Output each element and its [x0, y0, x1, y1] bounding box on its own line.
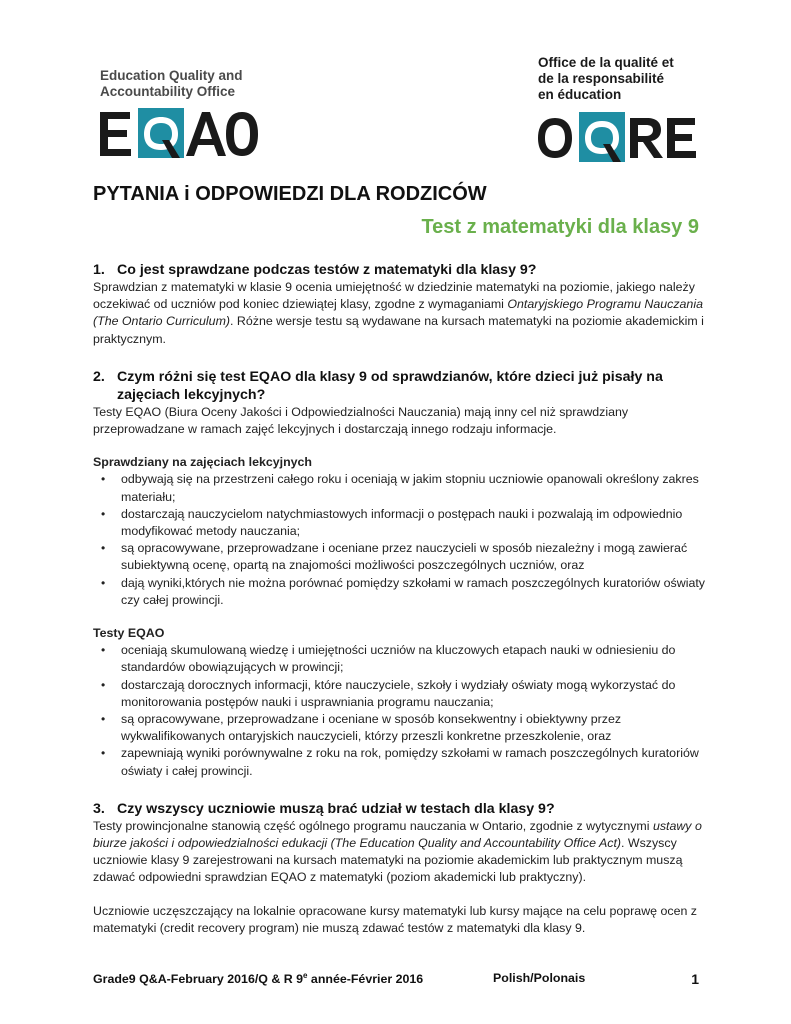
- list-item: • są opracowywane, przeprowadzane i oceniane w sposób konsekwentny i obiektywny przez wykwalifikowanych ontaryjskich nauczycieli, którzy przeszli konkretne przeszkolenie, oraz: [121, 711, 705, 745]
- question-number: 1.: [93, 262, 105, 278]
- oqre-wordmark: [537, 112, 697, 164]
- answer-1: [93, 279, 705, 348]
- oqre-logo-text: [538, 55, 708, 103]
- answer-3-italic: ustawy o biurze jakości i odpowiedzialności edukacji (The Education Quality and Accountability Office Act): [93, 818, 702, 851]
- answer-3-text-end: . Wszyscy uczniowie klasy 9 zarejestrowani na kursach matematyki na poziomie akademickim lub praktycznym muszą zdawać odpowiedni sprawdzian EQAO z matematyki (poziom akademicki lub praktyczny).: [93, 836, 683, 885]
- oqre-logo-line3: en éducation: [538, 87, 622, 102]
- oqre-logo-line2: de la responsabilité: [538, 71, 665, 86]
- answer-3-p1: [93, 818, 705, 887]
- question-1: [93, 261, 705, 279]
- footer-doc-id-sup: e: [303, 971, 308, 980]
- question-2: [93, 368, 705, 404]
- eqao-tests-list: [93, 642, 705, 780]
- question-text: Czym różni się test EQAO dla klasy 9 od sprawdzianów, które dzieci już pisały na zajęciach lekcyjnych?: [117, 368, 663, 403]
- eqao-wordmark: [98, 108, 258, 160]
- list-item: • są opracowywane, przeprowadzane i oceniane przez nauczycieli w sposób niezależny i mogą zawierać subiektywną ocenę, opartą na znajomości możliwości poszczególnych uczniów, oraz: [121, 540, 705, 574]
- question-3: [93, 800, 705, 818]
- answer-3-text: Testy prowincjonalne stanowią część ogólnego programu nauczania w Ontario, zgodnie z wytycznymi: [93, 818, 653, 833]
- list-item: • dostarczają dorocznych informacji, które nauczyciele, szkoły i wydziały oświaty mogą wykorzystać do monitorowania postępów nauki i usprawniania programu nauczania;: [121, 677, 705, 711]
- class-tests-heading: Sprawdziany na zajęciach lekcyjnych: [93, 455, 313, 470]
- question-number: 2.: [93, 368, 105, 385]
- page-footer: [93, 971, 699, 989]
- list-item: • zapewniają wyniki porównywalne z roku na rok, pomiędzy szkołami w ramach poszczególnych kuratoriów oświaty i całej prowincji.: [121, 745, 705, 779]
- question-number: 3.: [93, 800, 105, 817]
- footer-doc-id-a: Grade9 Q&A-February 2016/Q & R 9: [93, 972, 304, 987]
- oqre-logo-line1: Office de la qualité et: [538, 55, 674, 70]
- eqao-logo-line2: Accountability Office: [100, 84, 236, 99]
- footer-doc-id-b: année-Février 2016: [307, 972, 424, 987]
- list-item: • oceniają skumulowaną wiedzę i umiejętności uczniów na kluczowych etapach nauki w odniesieniu do standardów obowiązujących w prowincji;: [121, 642, 705, 676]
- page-number: 1: [691, 971, 699, 987]
- page-subtitle: Test z matematyki dla klasy 9: [421, 216, 699, 238]
- list-item: • dostarczają nauczycielom natychmiastowych informacji o postępach nauki i pozwalają im odpowiednio modyfikować metody nauczania;: [121, 506, 705, 540]
- answer-3-p2: Uczniowie uczęszczający na lokalnie opracowane kursy matematyki lub kursy mające na celu poprawę ocen z matematyki (credit recovery program) nie muszą zdawać testów z matematyki dla klasy 9.: [93, 903, 697, 935]
- question-text: Co jest sprawdzane podczas testów z matematyki dla klasy 9?: [117, 262, 537, 278]
- list-item: • dają wyniki,których nie można porównać pomiędzy szkołami w ramach poszczególnych kuratoriów oświaty czy całej prowincji.: [121, 575, 705, 609]
- answer-2-intro: Testy EQAO (Biura Oceny Jakości i Odpowiedzialności Nauczania) mają inny cel niż sprawdziany przeprowadzane w ramach zajęć lekcyjnych i dostarczają innego rodzaju informacje.: [93, 404, 629, 437]
- footer-doc-id: [93, 971, 423, 986]
- list-item: • odbywają się na przestrzeni całego roku i oceniają w jakim stopniu uczniowie opanowali określony zakres materiału;: [121, 471, 705, 505]
- answer-1-text-end: . Różne wersje testu są wydawane na kursach matematyki na poziomie akademickim i praktycznym.: [93, 314, 704, 346]
- eqao-logo-line1: Education Quality and: [100, 68, 243, 83]
- class-tests-list: [93, 471, 705, 609]
- eqao-logo: [100, 68, 270, 100]
- footer-language: Polish/Polonais: [493, 971, 586, 985]
- answer-1-italic: Ontaryjskiego Programu Nauczania (The Ontario Curriculum): [93, 297, 703, 329]
- eqao-tests-heading: Testy EQAO: [93, 626, 165, 641]
- page-title: PYTANIA i ODPOWIEDZI DLA RODZICÓW: [93, 183, 487, 205]
- document-body: [93, 261, 705, 937]
- oqre-logo: [538, 55, 708, 103]
- eqao-logo-text: [100, 68, 270, 100]
- answer-1-text: Sprawdzian z matematyki w klasie 9 ocenia umiejętność w dziedzinie matematyki na poziomie, jakiego należy oczekiwać od uczniów pod koniec dziewiątej klasy, zgodne z wymaganiami: [93, 280, 695, 312]
- question-text: Czy wszyscy uczniowie muszą brać udział w testach dla klasy 9?: [117, 800, 555, 817]
